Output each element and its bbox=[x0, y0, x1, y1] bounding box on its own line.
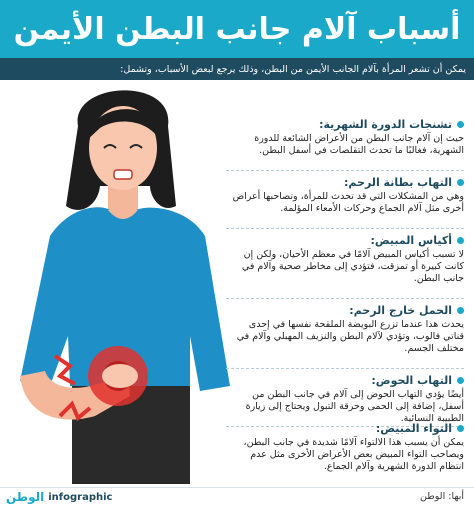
divider bbox=[226, 170, 464, 171]
cause-item bbox=[226, 422, 464, 473]
cause-text: حيث إن آلام جانب البطن من الأعراض الشائعة للدورة الشهرية، فغالبًا ما تحدث التقلصات في أسفل البطن. bbox=[254, 133, 464, 156]
cause-text: يمكن أن يسبب هذا الالتواء آلامًا شديدة في جانب البطن، ويصاحب التواء المبيض بعض الأعراض الأخرى مثل عدم انتظام الدورة الشهرية وآلام الجماع. bbox=[243, 437, 464, 472]
divider bbox=[226, 228, 464, 229]
bullet-dot bbox=[457, 307, 464, 314]
cause-title: التهاب الحوض: bbox=[371, 374, 452, 387]
bullet-dot bbox=[457, 425, 464, 432]
bullet-dot bbox=[457, 237, 464, 244]
divider bbox=[226, 368, 464, 369]
cause-title: أكياس المبيض: bbox=[370, 234, 452, 247]
divider bbox=[226, 298, 464, 299]
source-credit: أبها: الوطن bbox=[419, 491, 464, 502]
cause-title: تشنجات الدورة الشهرية: bbox=[319, 118, 452, 131]
logo bbox=[6, 490, 113, 504]
title-bar bbox=[0, 0, 474, 58]
logo-word: الوطن bbox=[6, 490, 45, 504]
bullet-dot bbox=[457, 121, 464, 128]
page-subtitle: يمكن أن تشعر المرأة بآلام الجانب الأيمن من البطن، وذلك يرجع لبعض الأسباب، وتشمل: bbox=[120, 63, 466, 75]
subtitle-bar bbox=[0, 58, 474, 80]
cause-item bbox=[226, 234, 464, 285]
cause-text: لا تسبب أكياس المبيض آلامًا في معظم الأحيان، ولكن إن كانت كبيرة أو تمزقت، فتؤدي إلى مخاطر صحية وآلام في جانب البطن. bbox=[241, 249, 464, 284]
footer bbox=[0, 487, 474, 506]
hand bbox=[102, 364, 138, 388]
cause-item bbox=[226, 374, 464, 425]
bullet-dot bbox=[457, 179, 464, 186]
bullet-dot bbox=[457, 377, 464, 384]
cause-item bbox=[226, 176, 464, 215]
cause-title: التواء المبيض: bbox=[375, 422, 452, 435]
logo-sub: infographic bbox=[48, 491, 113, 503]
cause-text: أيضًا يؤدي التهاب الحوض إلى آلام في جانب البطن من أسفل، إضافة إلى الحمى وحرقة التبول ويحتاج إلى زيارة الطبيبة النسائية. bbox=[245, 389, 464, 424]
cause-item bbox=[226, 118, 464, 157]
cause-title: الحمل خارج الرحم: bbox=[349, 304, 452, 317]
cause-text: وهي من المشكلات التي قد تحدث للمرأة، وتصاحبها أعراض أخرى مثل آلام الجماع وحركات الأمعاء المؤلمة. bbox=[232, 191, 464, 214]
cause-title: التهاب بطانة الرحم: bbox=[344, 176, 452, 189]
page-title: أسباب آلام جانب البطن الأيمن bbox=[13, 11, 461, 47]
mouth bbox=[114, 170, 132, 179]
woman-in-pain-illustration bbox=[0, 86, 255, 484]
cause-item bbox=[226, 304, 464, 355]
cause-text: يحدث هذا عندما تزرع البويضة الملقحة نفسها في إحدى قناتي فالوب، وتؤدي لآلام البطن والنزيف المهبلي وآلام في مختلف الجسم. bbox=[236, 319, 464, 354]
